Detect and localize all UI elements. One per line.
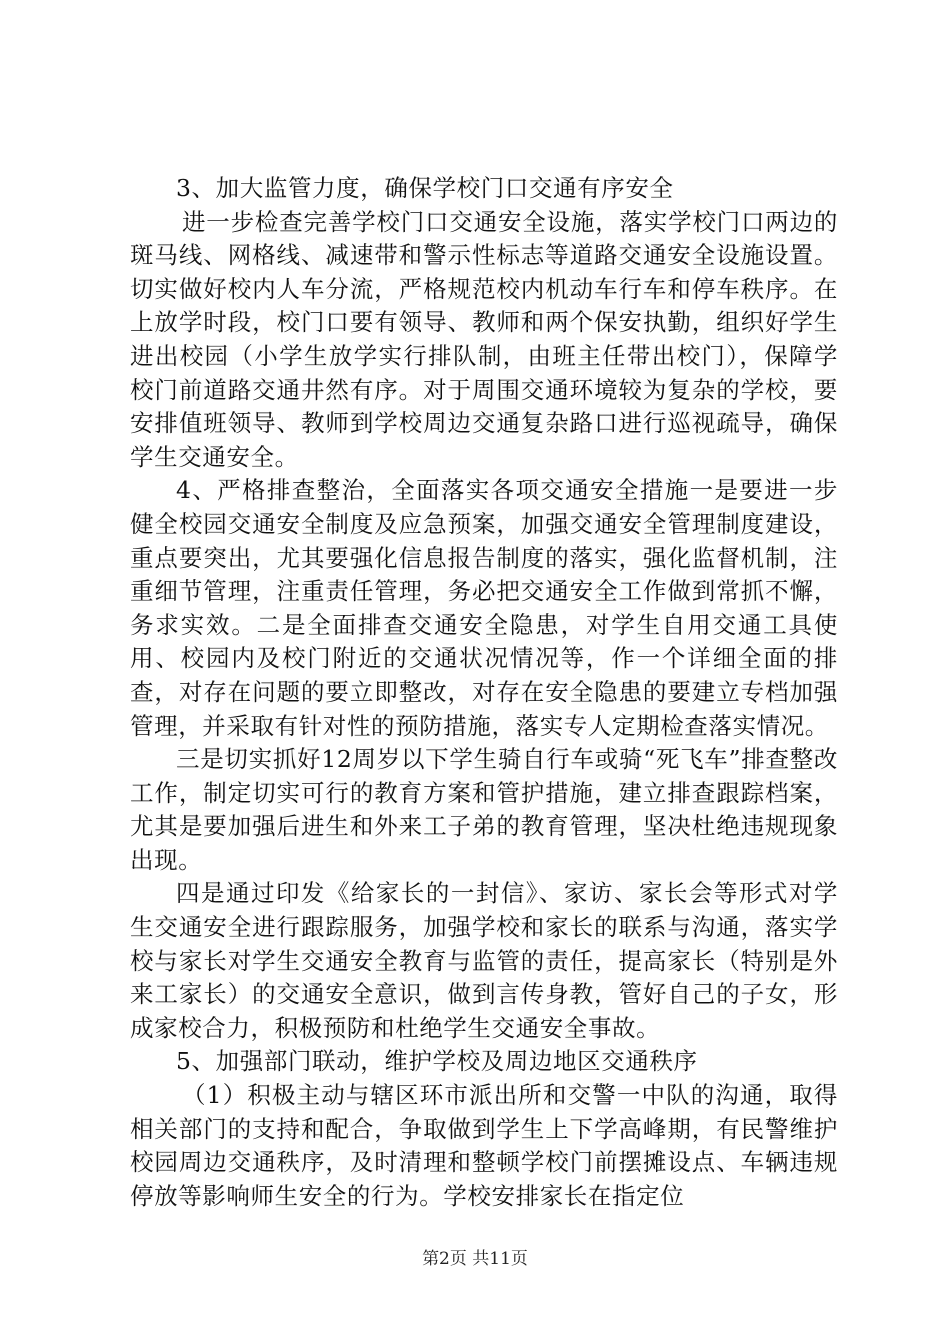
page-footer: 第2页 共11页 — [422, 1249, 528, 1269]
paragraph-item-three: 三是切实抓好12周岁以下学生骑自行车或骑“死飞车”排查整改工作，制定切实可行的教育方案和管护措施，建立排查跟踪档案，尤其是要加强后进生和外来工子弟的教育管理，坚决杜绝违规现象出现。 — [130, 745, 838, 874]
document-body — [130, 172, 838, 1213]
section-heading-5: 5、加强部门联动，维护学校及周边地区交通秩序 — [176, 1047, 698, 1076]
paragraph-section-5-item-1: （1）积极主动与辖区环市派出所和交警一中队的沟通，取得相关部门的支持和配合，争取做到学生上下学高峰期，有民警维护校园周边交通秩序，及时清理和整顿学校门前摆摊设点、车辆违规停放等影响师生安全的行为。学校安排家长在指定位 — [130, 1081, 838, 1210]
section-heading-3: 3、加大监管力度，确保学校门口交通有序安全 — [176, 174, 674, 202]
paragraph-gate-safety: 进一步检查完善学校门口交通安全设施，落实学校门口两边的斑马线、网格线、减速带和警示性标志等道路交通安全设施设置。切实做好校内人车分流，严格规范校内机动车行车和停车秩序。在上放学时段，校门口要有领导、教师和两个保安执勤，组织好学生进出校园（小学生放学实行排队制，由班主任带出校门），保障学校门前道路交通井然有序。对于周围交通环境较为复杂的学校，要安排值班领导、教师到学校周边交通复杂路口进行巡视疏导，确保学生交通安全。 — [130, 207, 838, 471]
paragraph-item-four: 四是通过印发《给家长的一封信》、家访、家长会等形式对学生交通安全进行跟踪服务，加强学校和家长的联系与沟通，落实学校与家长对学生交通安全教育与监管的责任，提高家长（特别是外来工家长）的交通安全意识，做到言传身教，管好自己的子女，形成家校合力，积极预防和杜绝学生交通安全事故。 — [130, 879, 838, 1042]
paragraph-section-4: 4、严格排查整治，全面落实各项交通安全措施一是要进一步健全校园交通安全制度及应急预案，加强交通安全管理制度建设，重点要突出，尤其要强化信息报告制度的落实，强化监督机制，注重细节管理，注重责任管理，务必把交通安全工作做到常抓不懈，务求实效。二是全面排查交通安全隐患，对学生自用交通工具使用、校园内及校门附近的交通状况情况等，作一个详细全面的排查，对存在问题的要立即整改，对存在安全隐患的要建立专档加强管理，并采取有针对性的预防措施，落实专人定期检查落实情况。 — [130, 476, 838, 740]
